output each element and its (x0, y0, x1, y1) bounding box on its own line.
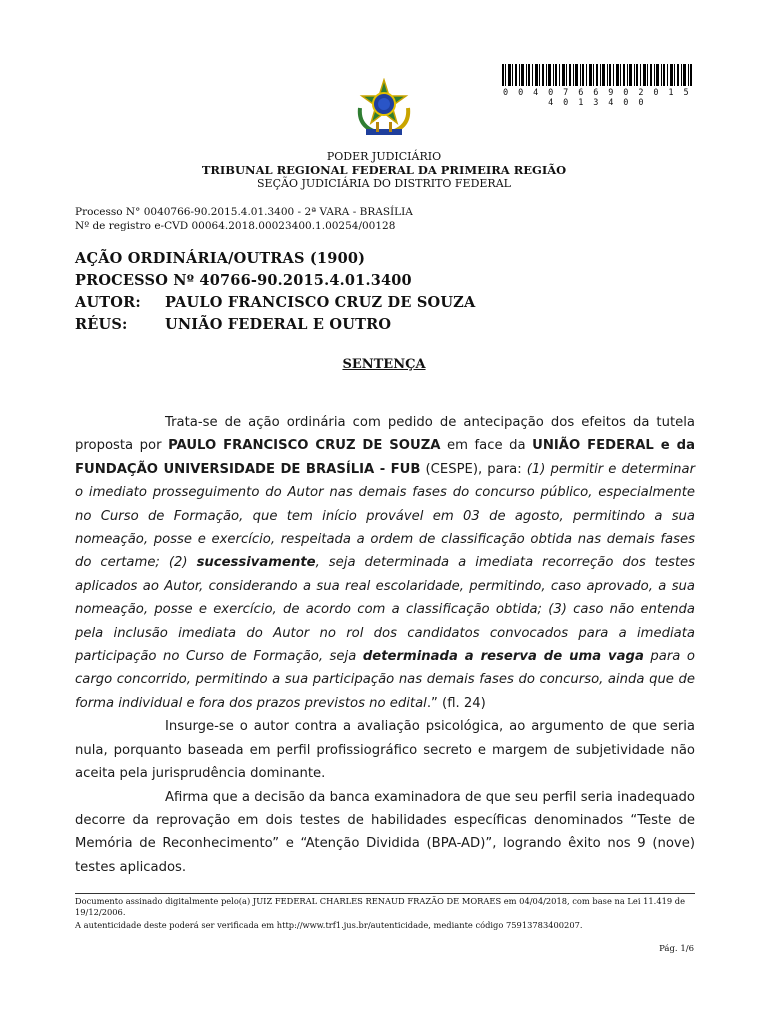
header-court-name: TRIBUNAL REGIONAL FEDERAL DA PRIMEIRA REGIÃO (201, 163, 567, 177)
paragraph-1-run: (CESPE), para: (420, 461, 527, 477)
process-number: Processo N° 0040766-90.2015.4.01.3400 - 2ª VARA - BRASÍLIA (75, 206, 413, 218)
paragraph-1 (75, 411, 695, 715)
author-name: PAULO FRANCISCO CRUZ DE SOUZA (165, 294, 476, 311)
document-body (75, 411, 695, 879)
barcode-number: 0 0 4 0 7 6 6 9 0 2 0 1 5 4 0 1 3 4 0 0 (503, 88, 691, 108)
authenticity-note: A autenticidade deste poderá ser verificada em http://www.trf1.jus.br/autenticidade, mediante código 75913783400207. (75, 920, 583, 930)
brazil-coat-of-arms-icon (354, 78, 414, 140)
registration-number: Nº de registro e-CVD 00064.2018.00023400.1.00254/00128 (75, 220, 396, 232)
paragraph-1-run: UNIÃO FEDERAL e da FUNDAÇÃO UNIVERSIDADE DE BRASÍLIA - FUB (75, 438, 695, 477)
paragraph-1-run: sucessivamente (196, 555, 316, 571)
footer-divider (75, 893, 695, 894)
paragraph-2: Insurge-se o autor contra a avaliação psicológica, ao argumento de que seria nula, porquanto baseada em perfil profissiográfico secreto e margem de subjetividade não aceita pela jurisprudência dominante. (75, 719, 695, 782)
defendants-label: RÉUS: (75, 316, 128, 333)
defendants-name: UNIÃO FEDERAL E OUTRO (165, 316, 392, 333)
action-type: AÇÃO ORDINÁRIA/OUTRAS (1900) (75, 250, 366, 267)
process-caption: PROCESSO Nº 40766-90.2015.4.01.3400 (75, 272, 412, 289)
page-number: Pág. 1/6 (659, 944, 694, 954)
author-label: AUTOR: (75, 294, 141, 311)
barcode (502, 64, 692, 86)
document-title: SENTENÇA (342, 357, 426, 372)
paragraph-3: Afirma que a decisão da banca examinadora de que seu perfil seria inadequado decorre da reprovação em dois testes de habilidades específicas denominados “Teste de Memória de Reconhecimento” e “Atenção Dividida (BPA-AD)”, logrando êxito nos 9 (nove) testes aplicados. (75, 789, 695, 875)
paragraph-1-run: determinada a reserva de uma vaga (362, 649, 644, 665)
paragraph-1-run: Trata-se de ação ordinária com pedido de antecipação dos efeitos da tutela proposta por (75, 415, 695, 454)
paragraph-1-run: PAULO FRANCISCO CRUZ DE SOUZA (168, 438, 441, 454)
signature-note: Documento assinado digitalmente pelo(a) JUIZ FEDERAL CHARLES RENAUD FRAZÃO DE MORAES em 04/04/2018, com base na Lei 11.419 de 19/12/2006. (75, 896, 686, 917)
paragraph-1-run: .” (fl. 24) (426, 695, 486, 711)
header-line-1: PODER JUDICIÁRIO (326, 150, 442, 163)
header-section: SEÇÃO JUDICIÁRIA DO DISTRITO FEDERAL (257, 177, 511, 190)
paragraph-1-run: para o cargo concorrido, permitindo a sua participação nas demais fases do concurso, ainda que de forma individual e fora dos prazos previstos no edital (75, 649, 695, 711)
paragraph-1-run: , seja determinada a imediata recorreção dos testes aplicados ao Autor, considerando a sua real escolaridade, permitindo, caso aprovado, a sua nomeação, posse e exercício, de acordo com a classificação obtida; (3) caso não entenda pela inclusão imediata do Autor no rol dos candidatos convocados para a imediata participação no Curso de Formação, seja (75, 555, 696, 665)
paragraph-1-run: (1) permitir e determinar o imediato prosseguimento do Autor nas demais fases do concurso público, especialmente no Curso de Formação, que tem início provável em 03 de agosto, permitindo a sua nomeação, posse e exercício, respeitada a ordem de classificação obtida nas demais fases do certame; (2) (75, 461, 695, 571)
paragraph-1-run: em face da (440, 438, 533, 454)
